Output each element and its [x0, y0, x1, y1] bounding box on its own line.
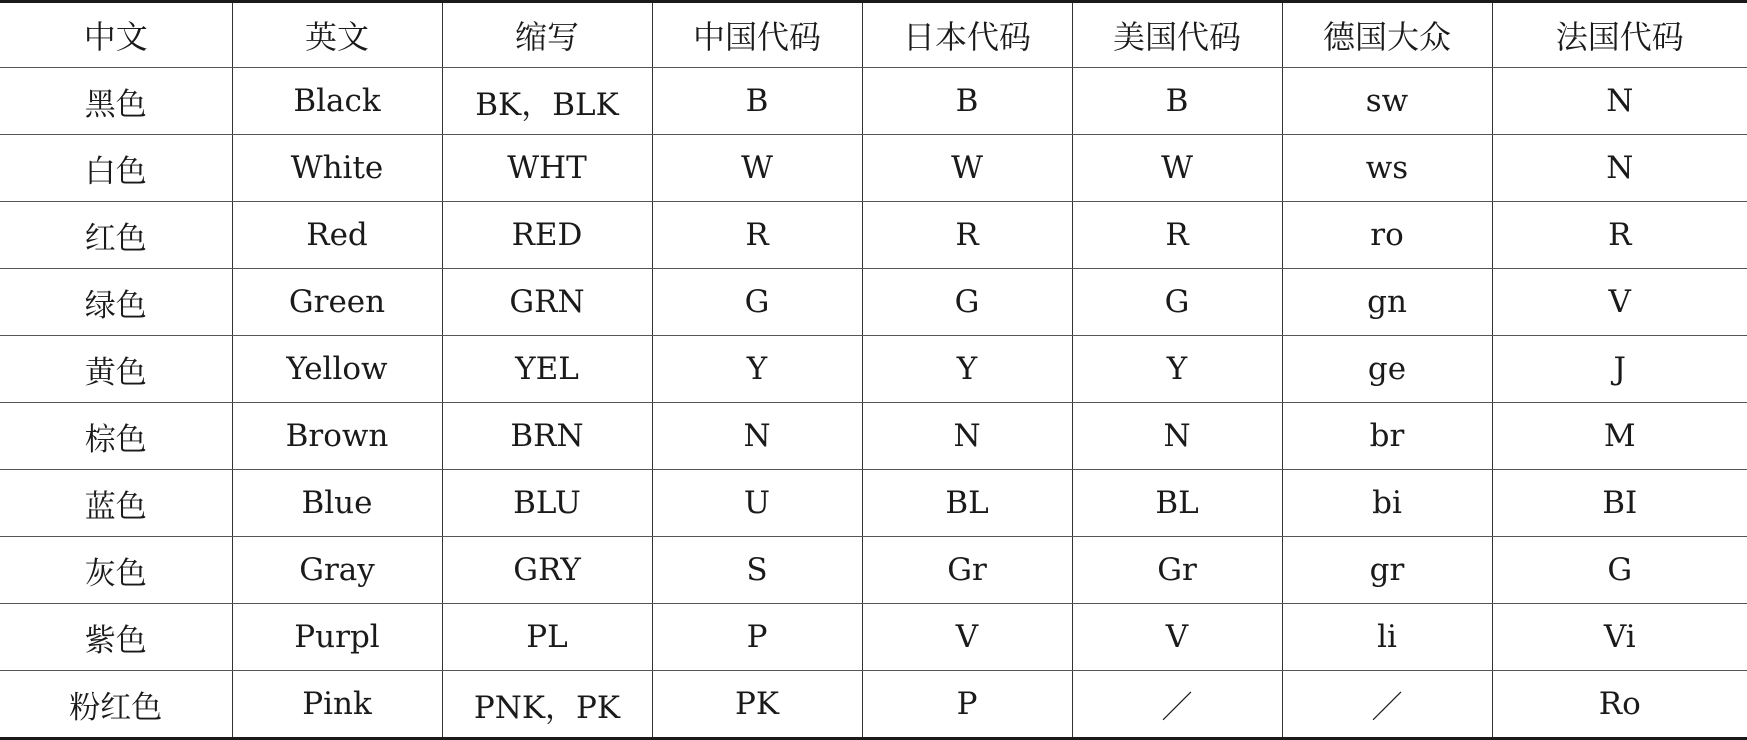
- cell-vw-code: ws: [1282, 135, 1492, 202]
- cell-china-code: P: [652, 604, 862, 671]
- cell-chinese: 粉红色: [0, 671, 232, 739]
- cell-english: Black: [232, 68, 442, 135]
- cell-english: Brown: [232, 403, 442, 470]
- cell-english: Red: [232, 202, 442, 269]
- cell-japan-code: W: [862, 135, 1072, 202]
- cell-english: Purpl: [232, 604, 442, 671]
- cell-english: Blue: [232, 470, 442, 537]
- cell-abbreviation: BRN: [442, 403, 652, 470]
- table-body: [0, 68, 1747, 739]
- cell-chinese: 蓝色: [0, 470, 232, 537]
- cell-usa-code: W: [1072, 135, 1282, 202]
- cell-china-code: N: [652, 403, 862, 470]
- cell-usa-code: ／: [1072, 671, 1282, 739]
- table-row: [0, 537, 1747, 604]
- cell-china-code: S: [652, 537, 862, 604]
- cell-abbreviation: PL: [442, 604, 652, 671]
- cell-english: Green: [232, 269, 442, 336]
- cell-vw-code: li: [1282, 604, 1492, 671]
- cell-japan-code: P: [862, 671, 1072, 739]
- cell-china-code: G: [652, 269, 862, 336]
- cell-abbreviation: PNK，PK: [442, 671, 652, 739]
- cell-france-code: R: [1492, 202, 1747, 269]
- header-abbreviation: 缩写: [442, 2, 652, 68]
- cell-france-code: M: [1492, 403, 1747, 470]
- cell-vw-code: bi: [1282, 470, 1492, 537]
- table-header: [0, 2, 1747, 68]
- cell-english: Gray: [232, 537, 442, 604]
- cell-chinese: 红色: [0, 202, 232, 269]
- cell-japan-code: R: [862, 202, 1072, 269]
- cell-usa-code: B: [1072, 68, 1282, 135]
- table-row: [0, 202, 1747, 269]
- table-row: [0, 68, 1747, 135]
- cell-vw-code: br: [1282, 403, 1492, 470]
- cell-usa-code: Y: [1072, 336, 1282, 403]
- table-row: [0, 336, 1747, 403]
- cell-english: White: [232, 135, 442, 202]
- cell-chinese: 灰色: [0, 537, 232, 604]
- cell-usa-code: G: [1072, 269, 1282, 336]
- cell-abbreviation: BK，BLK: [442, 68, 652, 135]
- table-row: [0, 403, 1747, 470]
- header-english: 英文: [232, 2, 442, 68]
- cell-chinese: 紫色: [0, 604, 232, 671]
- header-france-code: 法国代码: [1492, 2, 1747, 68]
- cell-japan-code: G: [862, 269, 1072, 336]
- cell-france-code: V: [1492, 269, 1747, 336]
- cell-abbreviation: GRN: [442, 269, 652, 336]
- cell-japan-code: V: [862, 604, 1072, 671]
- cell-france-code: BI: [1492, 470, 1747, 537]
- cell-english: Yellow: [232, 336, 442, 403]
- header-usa-code: 美国代码: [1072, 2, 1282, 68]
- header-vw-code: 德国大众: [1282, 2, 1492, 68]
- cell-chinese: 棕色: [0, 403, 232, 470]
- cell-vw-code: ro: [1282, 202, 1492, 269]
- cell-france-code: Vi: [1492, 604, 1747, 671]
- cell-usa-code: V: [1072, 604, 1282, 671]
- cell-france-code: G: [1492, 537, 1747, 604]
- cell-vw-code: sw: [1282, 68, 1492, 135]
- cell-usa-code: N: [1072, 403, 1282, 470]
- header-japan-code: 日本代码: [862, 2, 1072, 68]
- cell-usa-code: R: [1072, 202, 1282, 269]
- table-row: [0, 470, 1747, 537]
- cell-vw-code: gr: [1282, 537, 1492, 604]
- cell-france-code: N: [1492, 68, 1747, 135]
- cell-japan-code: N: [862, 403, 1072, 470]
- cell-chinese: 白色: [0, 135, 232, 202]
- header-row: [0, 2, 1747, 68]
- cell-france-code: J: [1492, 336, 1747, 403]
- cell-abbreviation: YEL: [442, 336, 652, 403]
- cell-japan-code: Gr: [862, 537, 1072, 604]
- cell-abbreviation: GRY: [442, 537, 652, 604]
- cell-france-code: N: [1492, 135, 1747, 202]
- header-china-code: 中国代码: [652, 2, 862, 68]
- cell-usa-code: BL: [1072, 470, 1282, 537]
- cell-china-code: U: [652, 470, 862, 537]
- table-row: [0, 671, 1747, 739]
- cell-vw-code: ／: [1282, 671, 1492, 739]
- cell-japan-code: BL: [862, 470, 1072, 537]
- cell-chinese: 绿色: [0, 269, 232, 336]
- cell-china-code: R: [652, 202, 862, 269]
- cell-china-code: W: [652, 135, 862, 202]
- cell-japan-code: Y: [862, 336, 1072, 403]
- cell-chinese: 黄色: [0, 336, 232, 403]
- header-chinese: 中文: [0, 2, 232, 68]
- cell-usa-code: Gr: [1072, 537, 1282, 604]
- cell-france-code: Ro: [1492, 671, 1747, 739]
- cell-abbreviation: RED: [442, 202, 652, 269]
- cell-china-code: PK: [652, 671, 862, 739]
- cell-abbreviation: BLU: [442, 470, 652, 537]
- cell-japan-code: B: [862, 68, 1072, 135]
- cell-abbreviation: WHT: [442, 135, 652, 202]
- cell-china-code: Y: [652, 336, 862, 403]
- cell-vw-code: gn: [1282, 269, 1492, 336]
- cell-chinese: 黑色: [0, 68, 232, 135]
- cell-english: Pink: [232, 671, 442, 739]
- cell-vw-code: ge: [1282, 336, 1492, 403]
- table-row: [0, 604, 1747, 671]
- table-row: [0, 269, 1747, 336]
- cell-china-code: B: [652, 68, 862, 135]
- table-row: [0, 135, 1747, 202]
